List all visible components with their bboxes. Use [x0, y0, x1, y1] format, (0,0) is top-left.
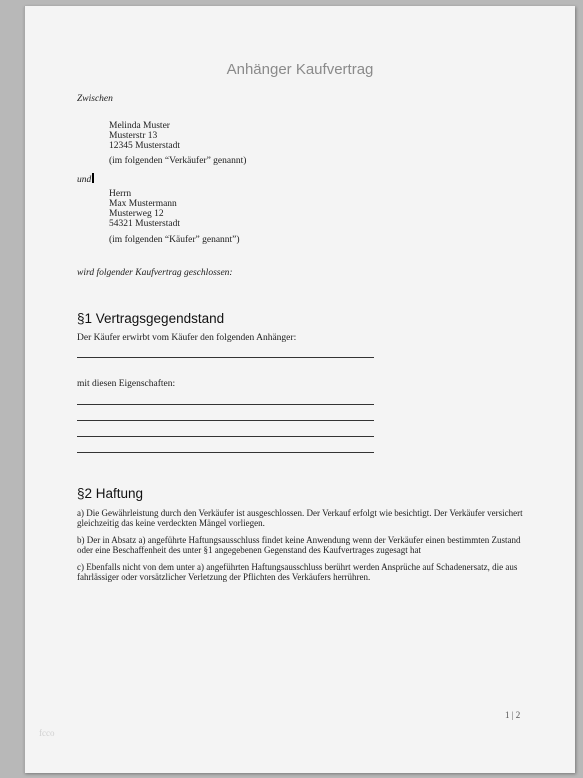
document-page: [24, 6, 575, 773]
blank-line-property-3: [77, 436, 374, 437]
page-number: 1 | 2: [505, 710, 521, 720]
blank-line-property-1: [77, 404, 374, 405]
buyer-street: Musterweg 12: [109, 209, 164, 219]
intro-text: Zwischen: [77, 94, 113, 104]
seller-city: 12345 Musterstadt: [109, 141, 180, 151]
liability-paragraph-a: a) Die Gewährleistung durch den Verkäufer ist ausgeschlossen. Der Verkauf erfolgt wie besichtigt. Der Verkäufer versichert gleichzeitig das keine verdeckten Mängel vorliegen.: [77, 508, 523, 528]
buyer-note: (im folgenden “Käufer” genannt”): [109, 235, 240, 245]
buyer-city: 54321 Musterstadt: [109, 219, 180, 229]
seller-note: (im folgenden “Verkäufer” genannt): [109, 156, 247, 166]
seller-street: Musterstr 13: [109, 131, 158, 141]
liability-paragraph-c: c) Ebenfalls nicht von dem unter a) angeführten Haftungsausschluss berührt werden Ansprüche auf Schadenersatz, die aus fahrlässiger oder vorsätzlicher Verletzung der Pflichten des Verkäufers herrühren.: [77, 562, 518, 582]
document-title: Anhänger Kaufvertrag: [226, 61, 374, 78]
section1-heading: §1 Vertragsgegendstand: [77, 311, 225, 326]
buyer-salutation: Herrn: [109, 189, 132, 199]
buyer-name: Max Mustermann: [109, 199, 177, 209]
blank-line-property-4: [77, 452, 374, 453]
text-cursor: [92, 173, 94, 183]
blank-line-trailer: [77, 357, 374, 358]
section2-heading: §2 Haftung: [77, 486, 144, 501]
properties-label: mit diesen Eigenschaften:: [77, 379, 176, 389]
liability-paragraph-b: b) Der in Absatz a) angeführte Haftungsausschluss findet keine Anwendung wenn der Verkäufer einen bestimmten Zustand oder eine Beschaffenheit des unter §1 angegebenen Gegenstand des Kaufvertrages zugesagt hat: [77, 535, 521, 555]
footer-left-text: fcco: [39, 728, 55, 738]
blank-line-property-2: [77, 420, 374, 421]
section1-text: Der Käufer erwirbt vom Käufer den folgenden Anhänger:: [77, 333, 297, 343]
seller-name: Melinda Muster: [109, 121, 170, 131]
contract-concluded-text: wird folgender Kaufvertrag geschlossen:: [77, 268, 233, 278]
and-text: und: [77, 173, 94, 185]
